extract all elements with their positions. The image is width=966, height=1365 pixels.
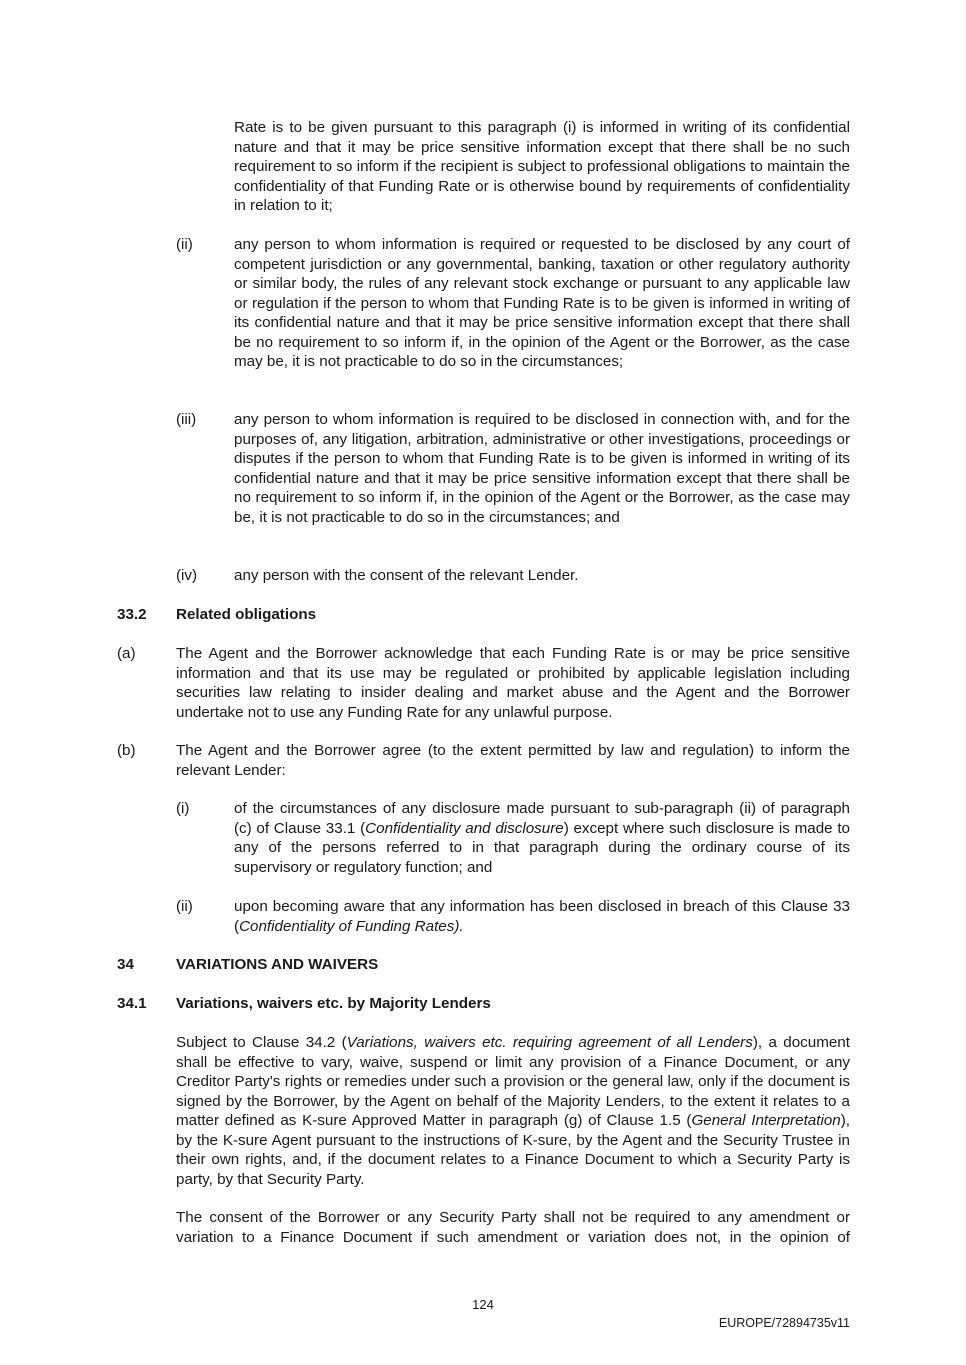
list-item-label: (iii) [176,411,197,428]
italic-reference: Variations, waivers etc. requiring agreement of all Lenders [346,1034,753,1051]
paragraph-text: The Agent and the Borrower acknowledge that each Funding Rate is or may be price sensitive information and that its use may be regulated or prohibited by applicable legislation including securities law relating to insider dealing and market abuse and the Agent and the Borrower undertake not to use any Funding Rate for any unlawful purpose. [176,645,850,721]
sub-paragraph-text [234,799,850,877]
italic-reference: Confidentiality of Funding Rates). [239,917,464,935]
text-run: upon becoming aware that any information has been disclosed in breach of this Clause 33 ( [234,898,850,935]
text-run: ) except where such disclosure is made to any of the persons referred to in that paragraph during the ordinary course of its supervisory or regulatory function; and [234,819,850,876]
section-title: Variations, waivers etc. by Majority Lenders [176,995,491,1012]
section-number: 33.2 [117,606,147,623]
sub-paragraph-label: (ii) [176,898,193,915]
sub-paragraph-text [234,897,850,936]
body-paragraph: The consent of the Borrower or any Security Party shall not be required to any amendment or variation to a Finance Document if such amendment or variation does not, in the opinion of [176,1209,850,1246]
text-run: Subject to Clause 34.2 ( [176,1034,347,1051]
paragraph-label: (b) [117,742,136,759]
body-paragraph [176,1033,850,1189]
list-item-text: any person with the consent of the relevant Lender. [234,567,579,584]
list-item-label: (iv) [176,567,198,584]
text-run: of the circumstances of any disclosure made pursuant to sub-paragraph (ii) of paragraph (c) of Clause 33.1 ( [234,800,850,837]
clause-number: 34 [117,956,134,973]
text-run: ), by the K-sure Agent pursuant to the instructions of K-sure, by the Agent and the Security Trustee in their own rights, and, if the document relates to a Finance Document to which a Security Party is party, by that Security Party. [176,1112,850,1188]
continued-paragraph: Rate is to be given pursuant to this paragraph (i) is informed in writing of its confidential nature and that it may be price sensitive information except that there shall be no such requirement to so inform if the recipient is subject to professional obligations to maintain the confidentiality of that Funding Rate or is otherwise bound by requirements of confidentiality in relation to it; [234,119,850,214]
sub-paragraph-label: (i) [176,800,190,817]
clause-title: VARIATIONS AND WAIVERS [176,956,379,973]
section-number: 34.1 [117,995,147,1012]
italic-reference: General Interpretation [691,1112,841,1129]
list-item-label: (ii) [176,236,193,253]
paragraph-text: The Agent and the Borrower agree (to the extent permitted by law and regulation) to inform the relevant Lender: [176,742,850,779]
document-reference: EUROPE/72894735v11 [718,1316,850,1330]
list-item-text: any person to whom information is required or requested to be disclosed by any court of competent jurisdiction or any governmental, banking, taxation or other regulatory authority or similar body, the rules of any relevant stock exchange or pursuant to any applicable law or regulation if the person to whom that Funding Rate is to be given is informed in writing of its confidential nature and that it may be price sensitive information except that there shall be no requirement to so inform if, in the opinion of the Agent or the Borrower, as the case may be, it is not practicable to do so in the circumstances; [234,236,850,370]
list-item-text: any person to whom information is required to be disclosed in connection with, and for the purposes of, any litigation, arbitration, administrative or other investigations, proceedings or disputes if the person to whom that Funding Rate is to be given is informed in writing of its confidential nature and that it may be price sensitive information except that there shall be no requirement to so inform if, in the opinion of the Agent or the Borrower, as the case may be, it is not practicable to do so in the circumstances; and [234,411,850,526]
section-title: Related obligations [176,606,317,623]
italic-reference: Confidentiality and disclosure [365,819,564,837]
paragraph-label: (a) [117,645,136,662]
text-run: ), a document shall be effective to vary, waive, suspend or limit any provision of a Finance Document, or any Creditor Party's rights or remedies under such a provision or the general law, only if the document is signed by the Borrower, by the Agent on behalf of the Majority Lenders, to the extent it relates to a matter defined as K-sure Approved Matter in paragraph (g) of Clause 1.5 ( [176,1034,850,1129]
page-number: 124 [472,1297,494,1312]
